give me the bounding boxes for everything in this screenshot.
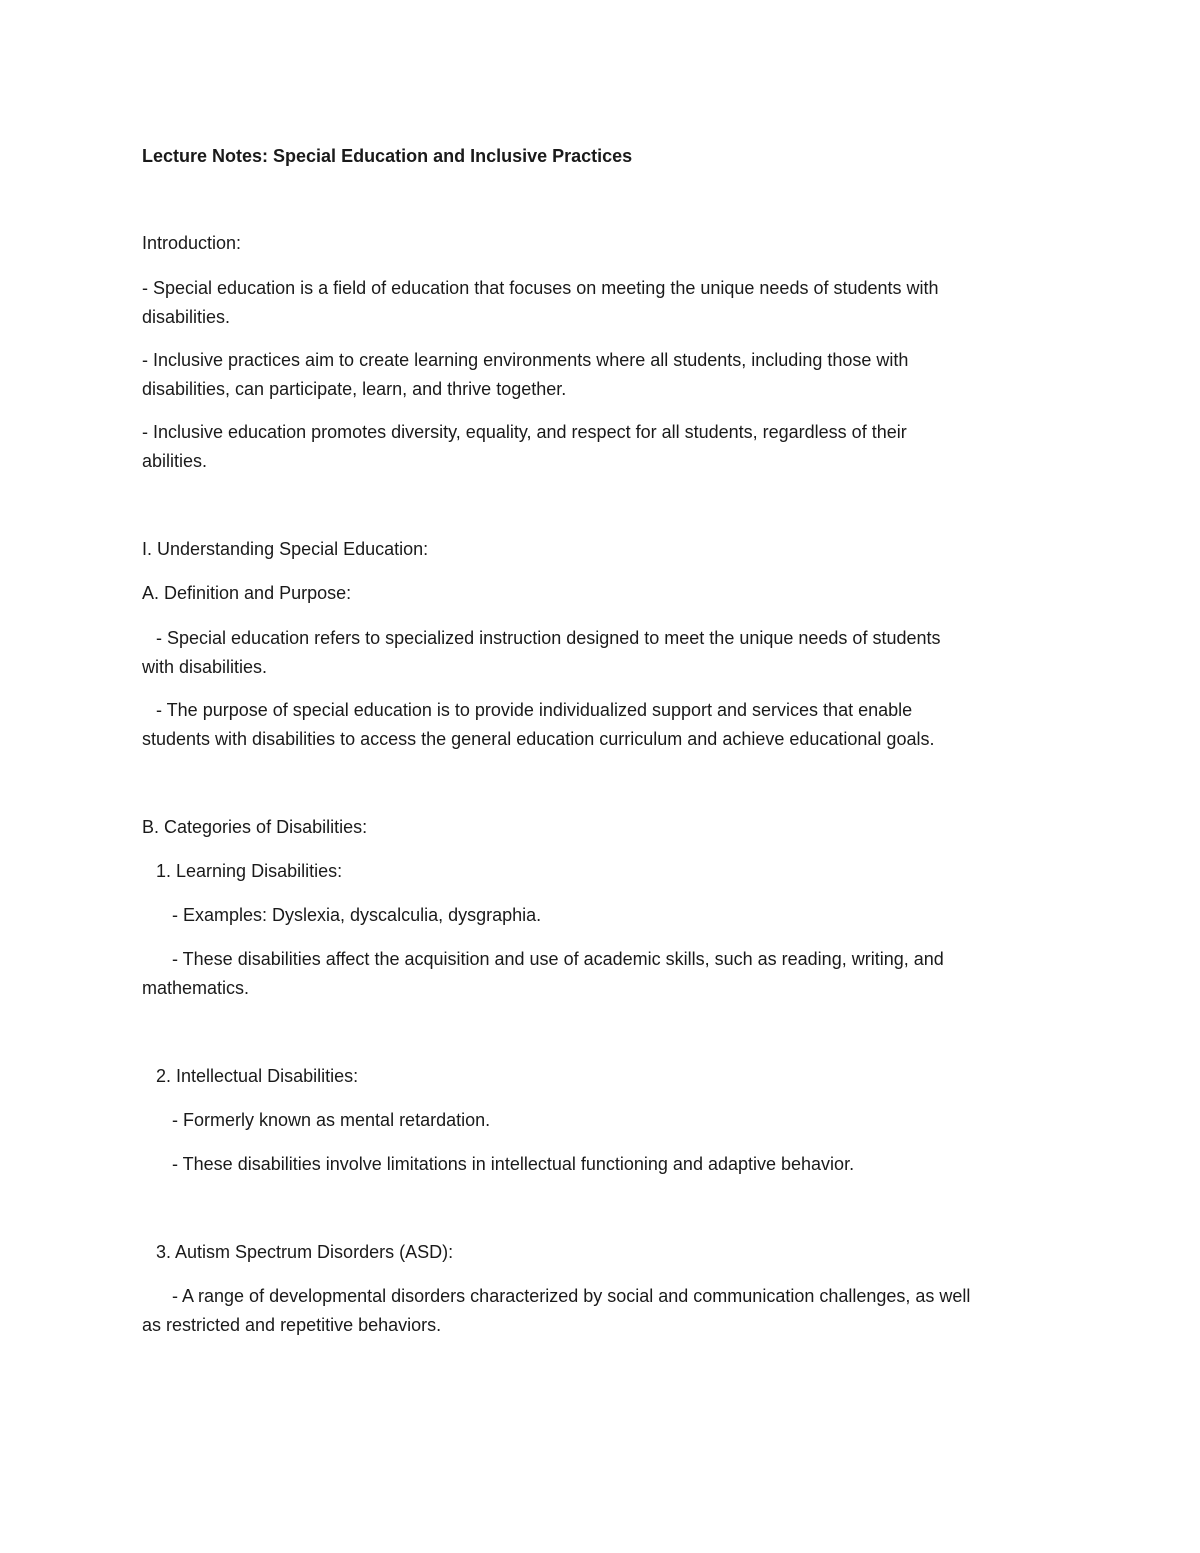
page-title: Lecture Notes: Special Education and Inclusive Practices: [142, 146, 633, 166]
intro-heading: Introduction:: [142, 233, 242, 253]
subsection-b-heading: B. Categories of Disabilities:: [142, 817, 368, 837]
intro-bullet-1-line-2: disabilities.: [142, 307, 231, 327]
subsection-a-bullet-2-line-1: - The purpose of special education is to provide individualized support and services that enable: [156, 700, 913, 720]
category-3-bullet-1-line-2: as restricted and repetitive behaviors.: [142, 1315, 442, 1335]
subsection-a-bullet-1-line-2: with disabilities.: [142, 657, 268, 677]
intro-bullet-3-line-2: abilities.: [142, 451, 208, 471]
category-2-bullet-1: - Formerly known as mental retardation.: [172, 1110, 491, 1130]
category-1-bullet-1: - Examples: Dyslexia, dyscalculia, dysgraphia.: [172, 905, 542, 925]
section-1-heading: I. Understanding Special Education:: [142, 539, 429, 559]
category-2-bullet-2: - These disabilities involve limitations in intellectual functioning and adaptive behavior.: [172, 1154, 855, 1174]
category-1-bullet-2-line-1: - These disabilities affect the acquisition and use of academic skills, such as reading, writing, and: [172, 949, 944, 969]
category-1-bullet-2-line-2: mathematics.: [142, 978, 250, 998]
intro-bullet-3-line-1: - Inclusive education promotes diversity, equality, and respect for all students, regardless of their: [142, 422, 907, 442]
subsection-a-bullet-1-line-1: - Special education refers to specialized instruction designed to meet the unique needs of students: [156, 628, 941, 648]
category-3-bullet-1-line-1: - A range of developmental disorders characterized by social and communication challenges, as well: [172, 1286, 971, 1306]
category-3-heading: 3. Autism Spectrum Disorders (ASD):: [156, 1242, 454, 1262]
intro-bullet-1-line-1: - Special education is a field of education that focuses on meeting the unique needs of students with: [142, 278, 939, 298]
intro-bullet-2-line-2: disabilities, can participate, learn, and thrive together.: [142, 379, 567, 399]
subsection-a-heading: A. Definition and Purpose:: [142, 583, 352, 603]
subsection-a-bullet-2-line-2: students with disabilities to access the general education curriculum and achieve educational goals.: [142, 729, 935, 749]
intro-bullet-2-line-1: - Inclusive practices aim to create learning environments where all students, including those with: [142, 350, 909, 370]
category-1-heading: 1. Learning Disabilities:: [156, 861, 343, 881]
category-2-heading: 2. Intellectual Disabilities:: [156, 1066, 359, 1086]
